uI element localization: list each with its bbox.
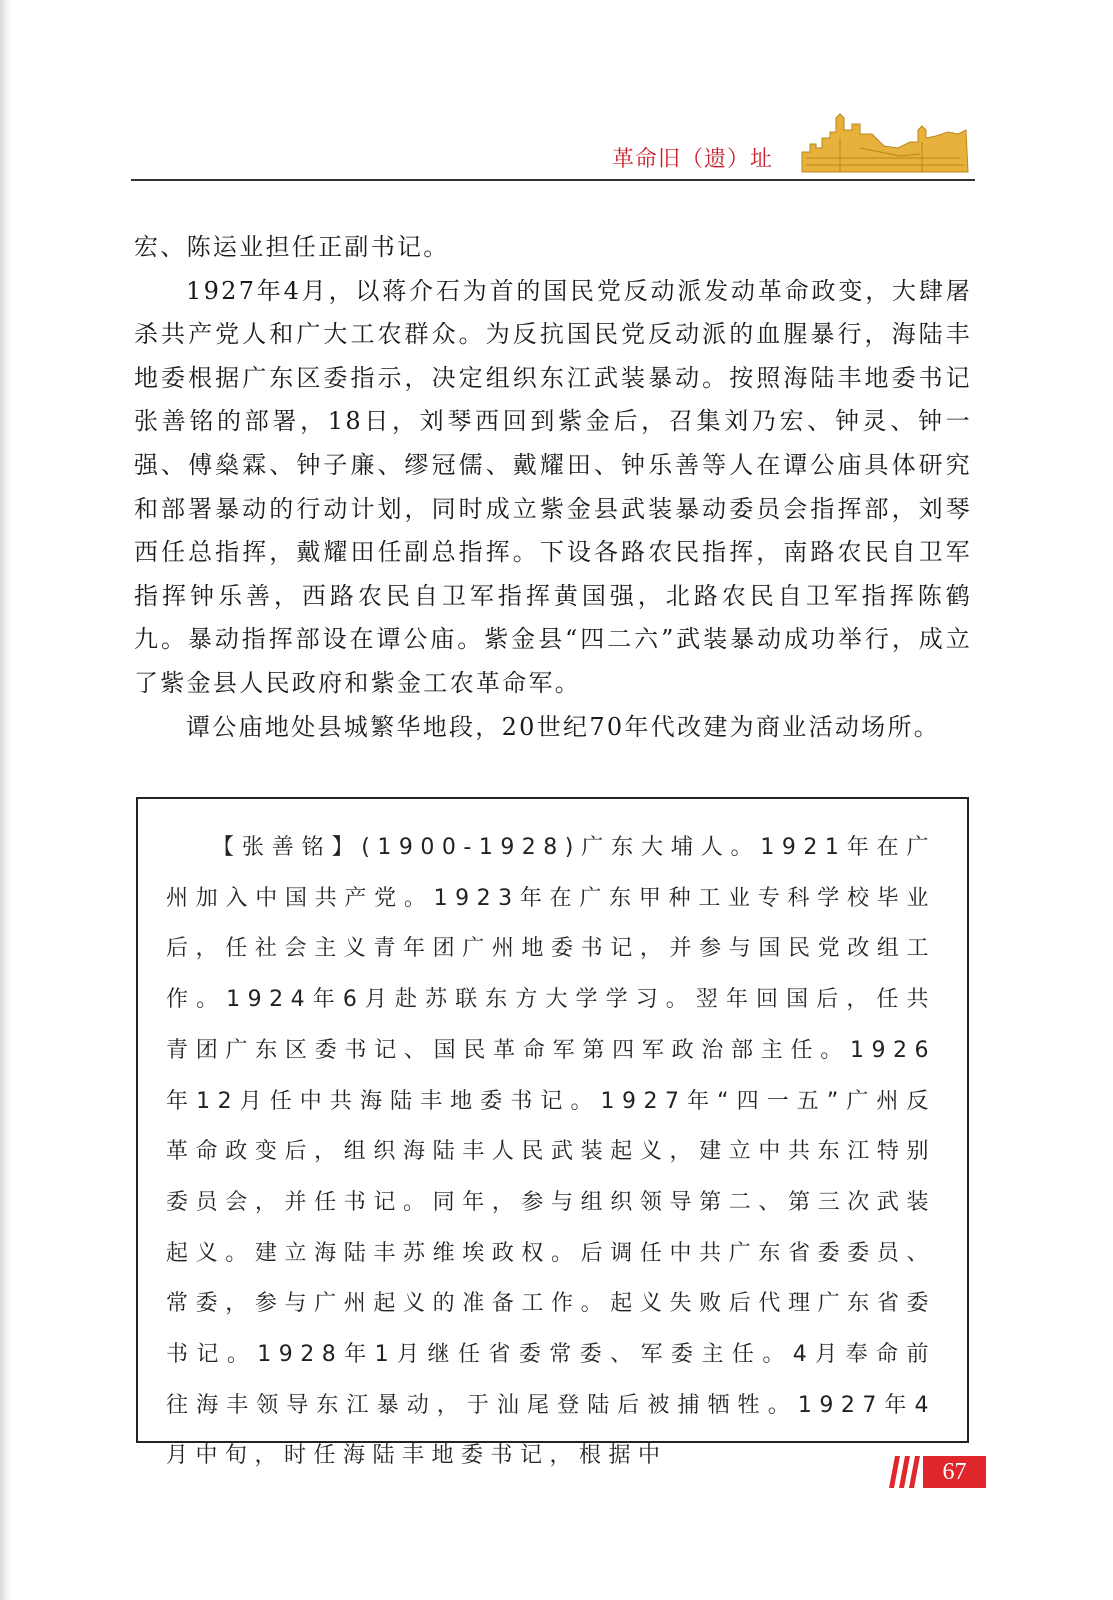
biography-text: 【张善铭】(1900-1928)广东大埔人。1921年在广州加入中国共产党。1923年在广东甲种工业专科学校毕业后，任社会主义青年团广州地委书记，并参与国民党改组工作。1924年6月赴苏联东方大学学习。翌年回国后，任共青团广东区委书记、国民革命军第四军政治部主任。1926年12月任中共海陆丰地委书记。1927年“四一五”广州反革命政变后，组织海陆丰人民武装起义，建立中共东江特别委员会，并任书记。同年，参与组织领导第二、第三次武装起义。建立海陆丰苏维埃政权。后调任中共广东省委委员、常委，参与广州起义的准备工作。起义失败后代理广东省委书记。1928年1月继任省委常委、军委主任。4月奉命前往海丰领导东江暴动，于汕尾登陆后被捕牺牲。1927年4月中旬，时任海陆丰地委书记，根据中 [166, 835, 936, 1469]
page-number: 67 [923, 1456, 986, 1488]
section-title: 革命旧（遗）址 [612, 147, 774, 172]
article-paragraph: 宏、陈运业担任正副书记。 [134, 233, 450, 261]
biography-box [136, 797, 969, 1469]
header-rule [131, 179, 975, 181]
page-edge-shadow [0, 0, 12, 1600]
article-paragraph: 1927年4月，以蒋介石为首的国民党反动派发动革命政变，大肆屠杀共产党人和广大工农群众。为反抗国民党反动派的血腥暴行，海陆丰地委根据广东区委指示，决定组织东江武装暴动。按照海陆丰地委书记张善铭的部署，18日，刘琴西回到紫金后，召集刘乃宏、钟灵、钟一强、傅燊霖、钟子廉、缪冠儒、戴耀田、钟乐善等人在谭公庙具体研究和部署暴动的行动计划，同时成立紫金县武装暴动委员会指挥部，刘琴西任总指挥，戴耀田任副总指挥。下设各路农民指挥，南路农民自卫军指挥钟乐善，西路农民自卫军指挥黄国强，北路农民自卫军指挥陈鹤九。暴动指挥部设在谭公庙。紫金县“四二六”武装暴动成功举行，成立了紫金县人民政府和紫金工农革命军。 [134, 276, 972, 697]
article-body [134, 226, 972, 749]
great-wall-icon [800, 108, 970, 174]
article-paragraph: 谭公庙地处县城繁华地段，20世纪70年代改建为商业活动场所。 [186, 712, 941, 741]
slash-marks-icon [887, 1456, 927, 1488]
